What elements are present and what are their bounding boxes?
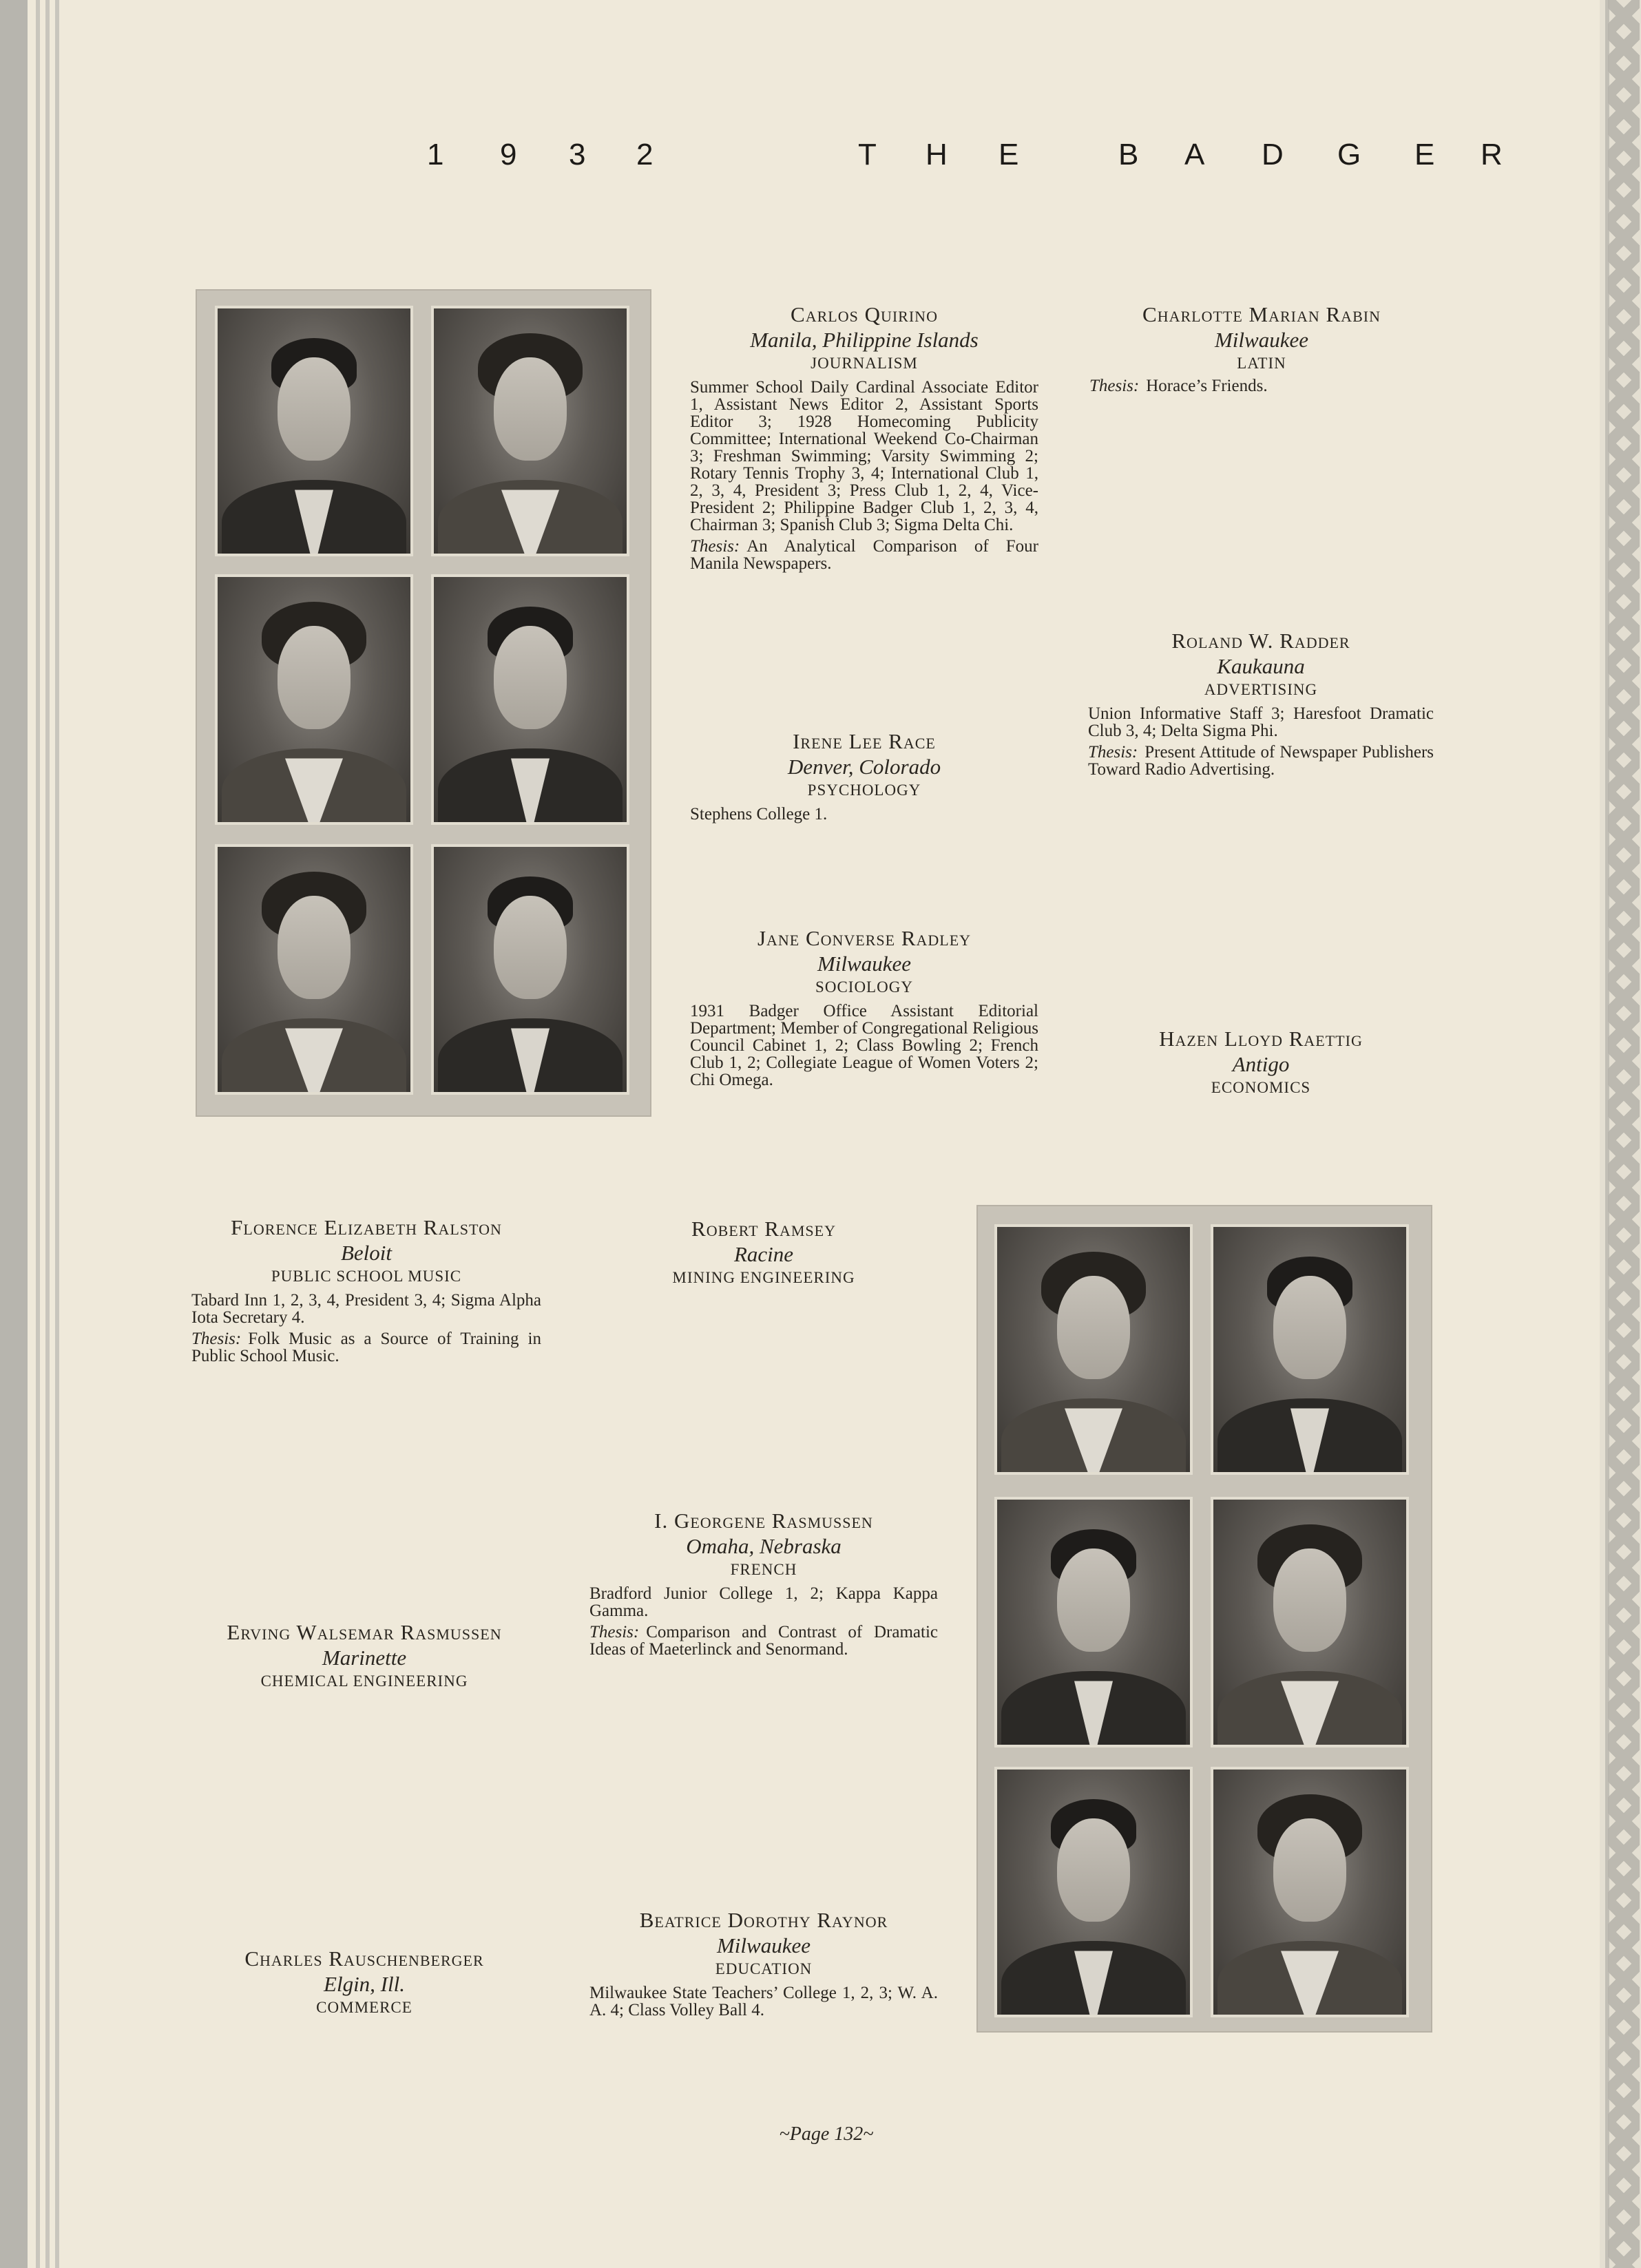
photo-panel-bottom — [976, 1205, 1432, 2033]
student-name: Charlotte Marian Rabin — [1142, 302, 1381, 326]
header-char: A — [1184, 138, 1205, 171]
portrait-photo — [431, 574, 629, 825]
thesis-text: Folk Music as a Source of Training in Public School Music. — [191, 1329, 541, 1365]
portrait-photo — [215, 844, 413, 1095]
portrait-photo — [215, 574, 413, 825]
thesis-text: An Analytical Comparison of Four Manila Newspapers. — [690, 536, 1038, 573]
header-char: D — [1262, 138, 1284, 171]
student-hometown: Beloit — [340, 1241, 393, 1266]
student-name: Florence Elizabeth Ralston — [231, 1215, 502, 1239]
student-entry — [589, 1508, 938, 1658]
page-number: ~Page 132~ — [779, 2123, 874, 2145]
student-thesis — [690, 538, 1038, 572]
student-entry — [187, 1946, 541, 2017]
thesis-label: Thesis: — [191, 1329, 242, 1348]
header-char: 2 — [636, 138, 654, 171]
student-thesis — [191, 1330, 541, 1365]
left-border-line — [36, 0, 40, 2268]
student-major: ECONOMICS — [1211, 1079, 1311, 1097]
header-char: R — [1481, 138, 1503, 171]
student-name: Jane Converse Radley — [757, 926, 972, 950]
student-entry — [1088, 1026, 1434, 1098]
student-activities: Bradford Junior College 1, 2; Kappa Kappa Gamma. — [589, 1584, 938, 1620]
student-hometown: Kaukauna — [1217, 654, 1305, 679]
right-diamond-border — [1600, 0, 1641, 2268]
student-name: Hazen Lloyd Raettig — [1159, 1027, 1363, 1051]
thesis-label: Thesis: — [690, 536, 740, 556]
student-major: PSYCHOLOGY — [807, 781, 921, 799]
portrait-photo — [994, 1767, 1193, 2017]
student-name: Charles Rauschenberger — [244, 1946, 484, 1971]
header-char: 1 — [427, 138, 444, 171]
header-char: H — [926, 138, 948, 171]
student-entry — [187, 1619, 541, 1691]
thesis-label: Thesis: — [1089, 376, 1140, 395]
student-activities: 1931 Badger Office Assistant Editorial Department; Member of Congregational Religious Council Cabinet 1, 2; Class Bowling 2; French Club 1, 2; Collegiate League of Women Voters 2; Chi Omega. — [690, 1001, 1038, 1089]
student-name: Irene Lee Race — [793, 729, 936, 753]
left-border-band — [0, 0, 28, 2268]
portrait-photo — [1211, 1224, 1409, 1475]
student-name: Roland W. Radder — [1171, 629, 1350, 653]
thesis-text: Horace’s Friends. — [1146, 376, 1268, 395]
page-header — [427, 138, 1501, 186]
student-entry — [589, 1216, 938, 1288]
header-char: G — [1337, 138, 1361, 171]
student-hometown: Elgin, Ill. — [324, 1972, 405, 1997]
student-entry — [690, 728, 1038, 823]
student-thesis — [589, 1624, 938, 1658]
diamond-pattern — [1608, 0, 1640, 2268]
student-name: I. Georgene Rasmussen — [654, 1509, 873, 1533]
portrait-photo — [1211, 1767, 1409, 2017]
student-thesis — [1088, 744, 1434, 778]
thesis-text: Present Attitude of Newspaper Publishers Toward Radio Advertising. — [1088, 742, 1434, 779]
student-entry — [690, 925, 1038, 1089]
header-char: B — [1118, 138, 1139, 171]
student-activities: Union Informative Staff 3; Haresfoot Dramatic Club 3, 4; Delta Sigma Phi. — [1088, 704, 1434, 740]
thesis-label: Thesis: — [1088, 742, 1138, 762]
student-entry — [191, 1215, 541, 1365]
student-hometown: Omaha, Nebraska — [686, 1534, 842, 1559]
header-char: T — [858, 138, 877, 171]
student-major: EDUCATION — [715, 1960, 813, 1978]
student-major: MINING ENGINEERING — [672, 1269, 855, 1287]
portrait-photo — [431, 844, 629, 1095]
student-name: Erving Walsemar Rasmussen — [227, 1620, 502, 1644]
header-char: 3 — [569, 138, 586, 171]
portrait-photo — [1211, 1497, 1409, 1747]
student-major: ADVERTISING — [1204, 681, 1318, 699]
student-entry — [690, 302, 1038, 572]
portrait-photo — [215, 306, 413, 556]
student-activities: Milwaukee State Teachers’ College 1, 2, 3; W. A. A. 4; Class Volley Ball 4. — [589, 1983, 938, 2019]
portrait-photo — [994, 1224, 1193, 1475]
student-major: PUBLIC SCHOOL MUSIC — [271, 1268, 462, 1285]
portrait-photo — [431, 306, 629, 556]
student-activities: Tabard Inn 1, 2, 3, 4, President 3, 4; Sigma Alpha Iota Secretary 4. — [191, 1290, 541, 1327]
student-hometown: Racine — [733, 1242, 794, 1267]
student-hometown: Manila, Philippine Islands — [750, 328, 979, 353]
photo-panel-top — [196, 289, 651, 1117]
student-major: SOCIOLOGY — [815, 978, 913, 996]
student-major: FRENCH — [730, 1561, 797, 1579]
header-char: E — [999, 138, 1019, 171]
student-major: COMMERCE — [316, 1999, 412, 2017]
student-hometown: Milwaukee — [817, 952, 911, 976]
student-entry — [589, 1907, 938, 2019]
student-entry — [1088, 628, 1434, 778]
student-hometown: Denver, Colorado — [787, 755, 941, 779]
student-activities: Stephens College 1. — [690, 804, 828, 823]
student-name: Carlos Quirino — [791, 302, 938, 326]
student-major: CHEMICAL ENGINEERING — [260, 1672, 468, 1690]
header-char: 9 — [500, 138, 517, 171]
thesis-label: Thesis: — [589, 1622, 640, 1641]
student-entry — [1089, 302, 1434, 395]
student-name: Beatrice Dorothy Raynor — [639, 1908, 888, 1932]
left-border-line — [55, 0, 59, 2268]
left-border-line — [45, 0, 50, 2268]
thesis-text: Comparison and Contrast of Dramatic Ideas of Maeterlinck and Senormand. — [589, 1622, 938, 1659]
student-hometown: Marinette — [322, 1646, 407, 1670]
student-thesis — [1089, 377, 1434, 395]
student-major: JOURNALISM — [811, 355, 918, 372]
header-char: E — [1414, 138, 1435, 171]
student-hometown: Antigo — [1232, 1052, 1290, 1077]
student-name: Robert Ramsey — [691, 1217, 836, 1241]
student-major: LATIN — [1237, 355, 1286, 372]
student-hometown: Milwaukee — [1214, 328, 1308, 353]
student-hometown: Milwaukee — [716, 1933, 811, 1958]
student-activities: Summer School Daily Cardinal Associate Editor 1, Assistant News Editor 2, Assistant Sports Editor 3; 1928 Homecoming Publicity Committee; International Weekend Co-Chairman 3; Freshman Swimming; Varsity Swimming 2; Rotary Tennis Trophy 3, 4; International Club 1, 2, 3, 4, President 3; Press Club 1, 2, 4, Vice-President 2; Philippine Badger Club 1, 2, 3, 4, Chairman 3; Spanish Club 3; Sigma Delta Chi. — [690, 377, 1038, 534]
portrait-photo — [994, 1497, 1193, 1747]
